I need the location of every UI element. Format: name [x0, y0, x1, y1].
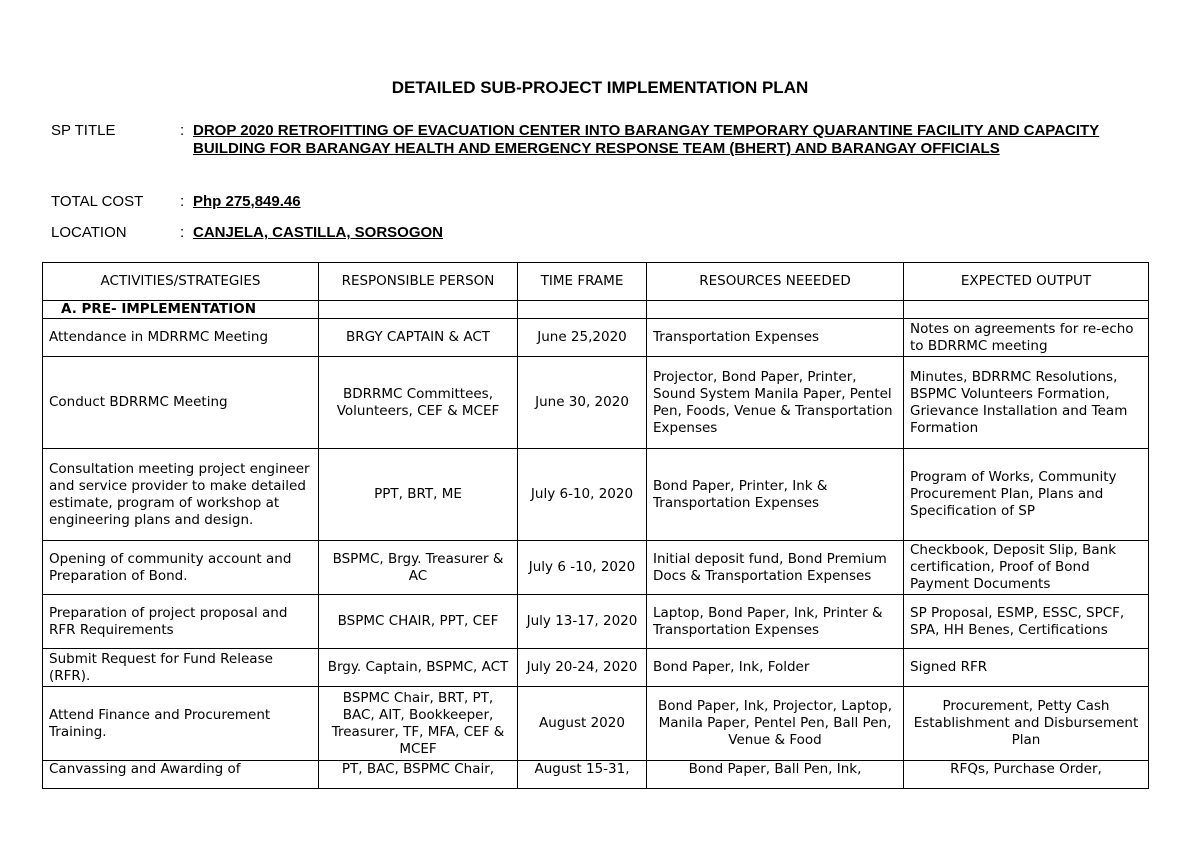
time-cell: August 2020 [518, 687, 647, 761]
person-cell: BSPMC Chair, BRT, PT, BAC, AIT, Bookkeeper, Treasurer, TF, MFA, CEF & MCEF [319, 687, 518, 761]
output-cell: Minutes, BDRRMC Resolutions, BSPMC Volunteers Formation, Grievance Installation and Team Formation [904, 357, 1149, 449]
activity-cell: Opening of community account and Preparation of Bond. [43, 541, 319, 595]
time-cell: July 13-17, 2020 [518, 595, 647, 649]
time-cell: August 15-31, [518, 761, 647, 789]
table-row [43, 541, 1149, 595]
table-row [43, 595, 1149, 649]
section-row [43, 301, 1149, 319]
implementation-plan-table [42, 262, 1149, 789]
output-cell: RFQs, Purchase Order, [904, 761, 1149, 789]
output-cell: Signed RFR [904, 649, 1149, 687]
empty-cell [319, 301, 518, 319]
total-cost-value: Php 275,849.46 [193, 193, 301, 210]
resources-cell: Bond Paper, Ink, Folder [647, 649, 904, 687]
person-cell: PPT, BRT, ME [319, 449, 518, 541]
person-cell: BDRRMC Committees, Volunteers, CEF & MCEF [319, 357, 518, 449]
section-label: A. PRE- IMPLEMENTATION [43, 301, 319, 319]
activity-cell: Submit Request for Fund Release (RFR). [43, 649, 319, 687]
person-cell: BSPMC, Brgy. Treasurer & AC [319, 541, 518, 595]
table-row [43, 649, 1149, 687]
person-cell: BSPMC CHAIR, PPT, CEF [319, 595, 518, 649]
document-title: DETAILED SUB-PROJECT IMPLEMENTATION PLAN [391, 78, 809, 97]
person-cell: BRGY CAPTAIN & ACT [319, 319, 518, 357]
activity-cell: Attendance in MDRRMC Meeting [43, 319, 319, 357]
resources-cell: Transportation Expenses [647, 319, 904, 357]
empty-cell [904, 301, 1149, 319]
output-cell: SP Proposal, ESMP, ESSC, SPCF, SPA, HH Benes, Certifications [904, 595, 1149, 649]
table-row [43, 761, 1149, 789]
resources-cell: Projector, Bond Paper, Printer, Sound System Manila Paper, Pentel Pen, Foods, Venue & Transportation Expenses [647, 357, 904, 449]
empty-cell [518, 301, 647, 319]
resources-cell: Bond Paper, Ink, Projector, Laptop, Manila Paper, Pentel Pen, Ball Pen, Venue & Food [647, 687, 904, 761]
header-expected-output: EXPECTED OUTPUT [904, 263, 1149, 301]
location-colon: : [180, 224, 185, 241]
resources-cell: Bond Paper, Printer, Ink & Transportation Expenses [647, 449, 904, 541]
output-cell: Program of Works, Community Procurement Plan, Plans and Specification of SP [904, 449, 1149, 541]
output-cell: Checkbook, Deposit Slip, Bank certification, Proof of Bond Payment Documents [904, 541, 1149, 595]
time-cell: June 25,2020 [518, 319, 647, 357]
location-value: CANJELA, CASTILLA, SORSOGON [193, 224, 444, 241]
resources-cell: Bond Paper, Ball Pen, Ink, [647, 761, 904, 789]
resources-cell: Initial deposit fund, Bond Premium Docs & Transportation Expenses [647, 541, 904, 595]
table-row [43, 319, 1149, 357]
activity-cell: Conduct BDRRMC Meeting [43, 357, 319, 449]
table-row [43, 449, 1149, 541]
output-cell: Procurement, Petty Cash Establishment and Disbursement Plan [904, 687, 1149, 761]
table-row [43, 687, 1149, 761]
person-cell: PT, BAC, BSPMC Chair, [319, 761, 518, 789]
sp-title-label: SP TITLE [51, 122, 116, 139]
sp-title-colon: : [180, 122, 185, 139]
activity-cell: Preparation of project proposal and RFR Requirements [43, 595, 319, 649]
header-activities: ACTIVITIES/STRATEGIES [43, 263, 319, 301]
resources-cell: Laptop, Bond Paper, Ink, Printer & Transportation Expenses [647, 595, 904, 649]
activity-cell: Attend Finance and Procurement Training. [43, 687, 319, 761]
time-cell: July 6-10, 2020 [518, 449, 647, 541]
table-header-row [43, 263, 1149, 301]
activity-cell: Canvassing and Awarding of [43, 761, 319, 789]
empty-cell [647, 301, 904, 319]
header-responsible-person: RESPONSIBLE PERSON [319, 263, 518, 301]
time-cell: June 30, 2020 [518, 357, 647, 449]
location-label: LOCATION [51, 224, 127, 241]
table-row [43, 357, 1149, 449]
total-cost-label: TOTAL COST [51, 193, 144, 210]
output-cell: Notes on agreements for re-echo to BDRRMC meeting [904, 319, 1149, 357]
time-cell: July 20-24, 2020 [518, 649, 647, 687]
sp-title-value: DROP 2020 RETROFITTING OF EVACUATION CENTER INTO BARANGAY TEMPORARY QUARANTINE FACILITY AND CAPACITY BUILDING FOR BARANGAY HEALTH AND EMERGENCY RESPONSE TEAM (BHERT) AND BARANGAY OFFICIALS [193, 122, 1100, 157]
person-cell: Brgy. Captain, BSPMC, ACT [319, 649, 518, 687]
activity-cell: Consultation meeting project engineer and service provider to make detailed estimate, program of workshop at engineering plans and design. [43, 449, 319, 541]
header-resources: RESOURCES NEEEDED [647, 263, 904, 301]
time-cell: July 6 -10, 2020 [518, 541, 647, 595]
total-cost-colon: : [180, 193, 185, 210]
header-time-frame: TIME FRAME [518, 263, 647, 301]
